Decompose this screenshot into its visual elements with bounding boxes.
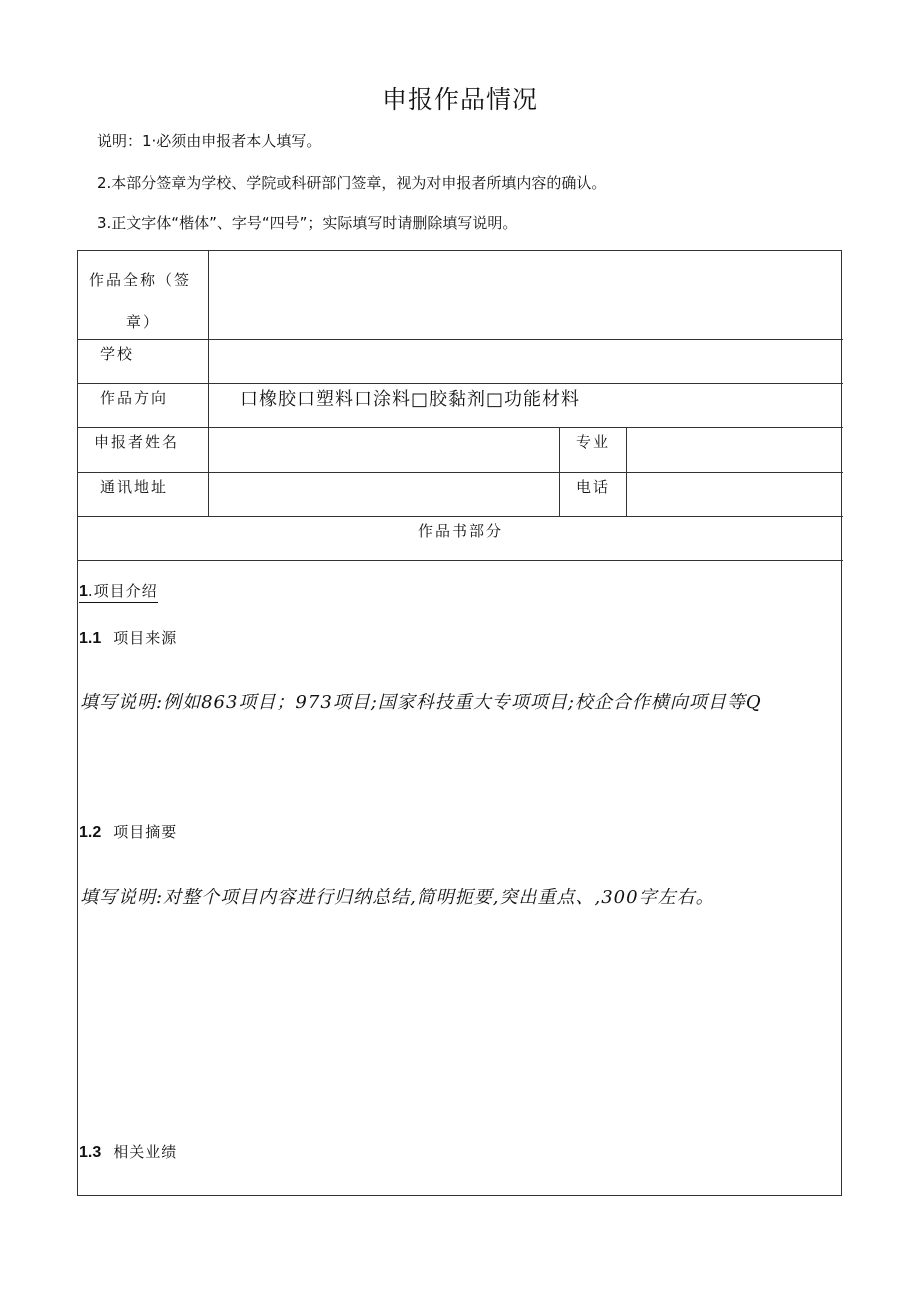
note-1: 说明：1·必须由申报者本人填写。	[97, 132, 322, 150]
work-name-label: 作品全称（签	[89, 271, 192, 289]
major-label: 专业	[576, 433, 611, 451]
section-number: 1.3	[79, 1144, 102, 1161]
section-number: 1.1	[79, 630, 102, 647]
section-1-2-heading	[79, 821, 177, 842]
section-1-1-heading	[79, 627, 177, 648]
section-number: 1.2	[79, 824, 102, 841]
section-title: 相关业绩	[113, 1143, 178, 1161]
section-title: .项目介绍	[87, 582, 158, 600]
work-name-label-cont: 章）	[126, 313, 161, 331]
applicant-name-label: 申报者姓名	[94, 433, 180, 451]
school-label: 学校	[100, 345, 135, 363]
phone-field[interactable]	[627, 473, 841, 516]
section-title: 项目摘要	[113, 823, 178, 841]
section-1-1-hint[interactable]: 填写说明:例如863项目；973项目;国家科技重大专项项目;校企合作横向项目等Q	[80, 692, 762, 713]
school-field[interactable]	[209, 340, 841, 383]
address-field[interactable]	[209, 473, 558, 516]
row-divider	[78, 383, 843, 384]
page-title: 申报作品情况	[381, 85, 538, 114]
col-divider	[559, 428, 560, 517]
note-2: 2.本部分签章为学校、学院或科研部门签章，视为对申报者所填内容的确认。	[97, 174, 607, 192]
work-name-field[interactable]	[209, 251, 841, 339]
section-1-3-heading	[79, 1141, 177, 1162]
row-divider	[78, 516, 843, 517]
section-header: 作品书部分	[417, 522, 503, 540]
section-1-heading	[79, 580, 158, 603]
major-field[interactable]	[627, 428, 841, 472]
note-3: 3.正文字体“楷体”、字号“四号”；实际填写时请删除填写说明。	[97, 214, 518, 232]
application-form-table	[77, 250, 842, 1196]
phone-label: 电话	[576, 478, 611, 496]
applicant-name-field[interactable]	[209, 428, 558, 472]
section-1-2-hint[interactable]: 填写说明:对整个项目内容进行归纳总结,简明扼要,突出重点、,300字左右。	[80, 887, 715, 908]
section-number: 1	[79, 583, 88, 600]
direction-label: 作品方向	[100, 389, 169, 407]
row-divider	[78, 560, 843, 561]
address-label: 通讯地址	[100, 478, 169, 496]
direction-options[interactable]: 口橡胶口塑料口涂料□胶黏剂□功能材料	[240, 389, 581, 410]
section-title: 项目来源	[113, 629, 178, 647]
